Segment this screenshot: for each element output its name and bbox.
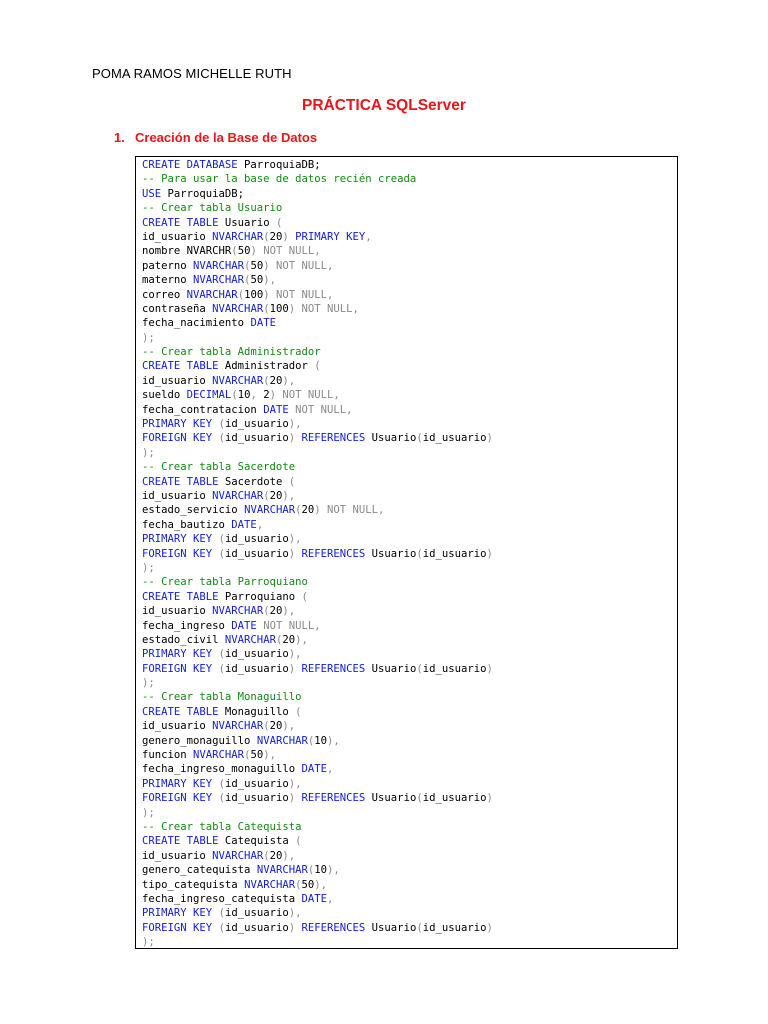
code-token: ( [218, 907, 225, 920]
code-token: NOT NULL, [327, 504, 385, 517]
sql-keyword: REFERENCES [301, 792, 366, 805]
code-line [142, 216, 673, 230]
code-line [142, 489, 673, 503]
code-token: ), [288, 648, 302, 661]
code-line [142, 863, 673, 877]
code-token: ( [263, 849, 270, 862]
code-token: id_usuario [224, 777, 289, 790]
code-token: id_usuario [422, 547, 487, 560]
sql-comment: -- Crear tabla Catequista [142, 820, 302, 833]
sql-keyword: PRIMARY KEY [142, 907, 213, 920]
code-token: ), [314, 878, 328, 891]
code-token: NOT NULL, [282, 389, 340, 402]
code-line [142, 374, 673, 388]
code-token: , [256, 518, 264, 531]
code-token: ( [416, 792, 423, 805]
code-token: 100 [269, 302, 289, 315]
sql-keyword: PRIMARY KEY [142, 533, 213, 546]
code-token: ( [263, 720, 270, 733]
code-token: id_usuario [422, 662, 487, 675]
code-line [142, 590, 673, 604]
code-line [142, 345, 673, 359]
code-token: ), [327, 734, 340, 747]
code-line [142, 547, 673, 561]
code-line [142, 762, 673, 776]
sql-comment: -- Crear tabla Administrador [142, 346, 321, 359]
code-token: ) [486, 547, 493, 560]
code-token: ); [142, 806, 155, 819]
code-token: id_usuario [224, 921, 289, 934]
code-token: ( [237, 288, 245, 301]
sql-comment: -- Crear tabla Monaguillo [142, 691, 302, 704]
code-token: NOT NULL, [301, 302, 359, 315]
sql-keyword: NVARCHAR [244, 504, 296, 517]
sql-keyword: FOREIGN KEY [142, 547, 213, 560]
code-token: Monaguillo [218, 705, 296, 718]
code-token: paterno [142, 259, 194, 272]
code-line [142, 892, 673, 906]
sql-keyword: FOREIGN KEY [142, 432, 213, 445]
code-line [142, 633, 673, 647]
code-token: id_usuario [224, 907, 289, 920]
code-token: , [326, 892, 334, 905]
code-line [142, 273, 673, 287]
code-token: ), [282, 605, 296, 618]
code-line [142, 604, 673, 618]
code-token: 50 [250, 274, 264, 287]
code-token: materno [142, 274, 194, 287]
code-token: ) [263, 259, 270, 272]
code-line [142, 921, 673, 935]
code-token: fecha_ingreso [142, 619, 232, 632]
sql-keyword: CREATE DATABASE [142, 159, 238, 171]
sql-code-block [135, 156, 678, 949]
code-line [142, 316, 673, 330]
code-line [142, 690, 673, 704]
code-line [142, 906, 673, 920]
code-token: ), [327, 864, 340, 877]
code-line [142, 158, 673, 172]
sql-keyword: NVARCHAR [212, 489, 264, 502]
section-heading [114, 130, 317, 145]
code-token: ), [288, 777, 302, 790]
sql-keyword: NVARCHAR [212, 302, 264, 315]
code-token: NOT NULL, [263, 245, 321, 258]
sql-keyword: FOREIGN KEY [142, 921, 213, 934]
code-line [142, 748, 673, 762]
code-token: 20 [269, 849, 283, 862]
code-token: ( [231, 245, 238, 258]
code-token: ) [288, 662, 296, 675]
code-token: ( [218, 921, 225, 934]
code-token: ( [218, 432, 225, 445]
code-token: ( [218, 792, 225, 805]
code-token: ), [263, 749, 276, 762]
code-token: id_usuario [224, 792, 289, 805]
code-token: id_usuario [224, 648, 289, 661]
sql-keyword: NVARCHAR [193, 274, 245, 287]
sql-keyword: NVARCHAR [212, 605, 264, 618]
code-token: ); [142, 331, 155, 344]
code-token: ( [307, 864, 315, 877]
code-line [142, 935, 673, 949]
code-token: ( [263, 230, 270, 243]
code-token: 20 [269, 374, 283, 387]
code-token: 50 [250, 259, 264, 272]
code-token: ), [295, 633, 308, 646]
code-token: ) [288, 792, 296, 805]
sql-keyword: DATE [231, 518, 257, 531]
code-token: nombre NVARCHR [142, 245, 232, 258]
code-token: id_usuario [422, 432, 487, 445]
code-token: ) [314, 504, 321, 517]
sql-comment: -- Crear tabla Parroquiano [142, 576, 308, 589]
code-line [142, 403, 673, 417]
code-token: ( [295, 878, 302, 891]
code-token: ( [288, 475, 296, 488]
code-line [142, 417, 673, 431]
code-token: Usuario [365, 662, 417, 675]
document-title: PRÁCTICA SQLServer [302, 97, 466, 114]
code-line [142, 734, 673, 748]
code-token: 20 [269, 230, 283, 243]
code-token: ); [142, 677, 155, 690]
code-token: id_usuario [142, 720, 213, 733]
code-token: ) [288, 921, 296, 934]
code-token: ( [218, 547, 225, 560]
code-token: Usuario [365, 921, 417, 934]
code-token: contraseña [142, 302, 213, 315]
sql-keyword: CREATE TABLE [142, 705, 219, 718]
code-token: ( [301, 590, 308, 603]
code-token: ); [142, 936, 155, 949]
code-token: NOT NULL, [276, 259, 334, 272]
code-token: ) [288, 432, 296, 445]
sql-keyword: CREATE TABLE [142, 360, 219, 373]
sql-keyword: DECIMAL [186, 389, 232, 402]
code-line [142, 431, 673, 445]
code-line [142, 647, 673, 661]
code-line [142, 676, 673, 690]
code-token: ( [231, 389, 238, 402]
sql-keyword: PRIMARY KEY [295, 230, 366, 243]
code-line [142, 561, 673, 575]
code-token: id_usuario [224, 533, 289, 546]
code-line [142, 791, 673, 805]
code-token: ); [142, 561, 155, 574]
sql-comment: -- Crear tabla Usuario [142, 202, 283, 215]
code-token: ( [275, 633, 283, 646]
sql-keyword: NVARCHAR [212, 230, 264, 243]
code-token: estado_servicio [142, 504, 245, 517]
code-token: Usuario [365, 792, 417, 805]
code-token: ( [244, 259, 251, 272]
code-token: 10 [314, 864, 327, 877]
code-token: id_usuario [142, 849, 213, 862]
code-token: 20 [282, 633, 296, 646]
code-token: ), [282, 489, 296, 502]
code-token: id_usuario [224, 418, 289, 431]
sql-keyword: PRIMARY KEY [142, 648, 213, 661]
sql-keyword: NVARCHAR [256, 864, 308, 877]
sql-keyword: CREATE TABLE [142, 590, 219, 603]
sql-keyword: PRIMARY KEY [142, 418, 213, 431]
code-token: ) [263, 288, 270, 301]
code-line [142, 302, 673, 316]
sql-keyword: NVARCHAR [244, 878, 296, 891]
code-token: ( [244, 749, 251, 762]
code-token: genero_catequista [142, 864, 257, 877]
code-token: sueldo [142, 389, 187, 402]
code-token: 2 [256, 389, 270, 402]
code-line [142, 878, 673, 892]
code-token: NOT NULL, [263, 619, 321, 632]
code-token: ), [263, 274, 276, 287]
code-token: ( [218, 648, 225, 661]
author-name: POMA RAMOS MICHELLE RUTH [92, 66, 292, 81]
code-token: ( [218, 662, 225, 675]
code-line [142, 460, 673, 474]
code-token: ) [486, 921, 493, 934]
code-token: ( [263, 374, 270, 387]
code-token: ( [263, 302, 270, 315]
code-token: ( [218, 777, 225, 790]
code-token: ), [282, 720, 296, 733]
code-token: ), [282, 849, 296, 862]
code-token: NOT NULL, [276, 288, 334, 301]
code-token: genero_monaguillo [142, 734, 257, 747]
code-token: fecha_bautizo [142, 518, 232, 531]
sql-keyword: USE [142, 187, 162, 200]
code-token: 10 [314, 734, 327, 747]
sql-keyword: DATE [301, 892, 327, 905]
sql-keyword: DATE [263, 403, 289, 416]
code-line [142, 705, 673, 719]
code-token: fecha_contratacion [142, 403, 264, 416]
code-token: ) [486, 662, 493, 675]
code-line [142, 172, 673, 186]
code-line [142, 820, 673, 834]
code-line [142, 503, 673, 517]
code-line [142, 244, 673, 258]
code-token: ) [288, 547, 296, 560]
sql-keyword: CREATE TABLE [142, 216, 219, 229]
code-token: Parroquiano [218, 590, 302, 603]
code-token: fecha_nacimiento [142, 317, 251, 330]
sql-keyword: DATE [250, 317, 276, 330]
code-line [142, 446, 673, 460]
code-token: id_usuario [142, 230, 213, 243]
code-token: , [250, 389, 257, 402]
code-token: 20 [269, 720, 283, 733]
code-token: , [326, 763, 334, 776]
code-token: ( [416, 547, 423, 560]
sql-keyword: FOREIGN KEY [142, 792, 213, 805]
code-token: ); [142, 446, 155, 459]
code-token: ( [263, 489, 270, 502]
code-token: ) [250, 245, 257, 258]
code-token: funcion [142, 749, 194, 762]
code-token: tipo_catequista [142, 878, 245, 891]
sql-keyword: NVARCHAR [212, 720, 264, 733]
code-token: Sacerdote [218, 475, 289, 488]
code-line [142, 187, 673, 201]
sql-comment: -- Crear tabla Sacerdote [142, 461, 296, 474]
code-token: id_usuario [142, 605, 213, 618]
sql-keyword: NVARCHAR [186, 288, 238, 301]
code-token: ( [263, 605, 270, 618]
code-token: ( [416, 662, 423, 675]
code-token: id_usuario [224, 547, 289, 560]
code-line [142, 719, 673, 733]
code-line [142, 619, 673, 633]
code-token: ) [288, 302, 296, 315]
sql-keyword: CREATE TABLE [142, 835, 219, 848]
code-token: id_usuario [224, 662, 289, 675]
code-token: fecha_ingreso_catequista [142, 892, 302, 905]
sql-keyword: NVARCHAR [193, 749, 245, 762]
code-line [142, 201, 673, 215]
code-line [142, 388, 673, 402]
code-token: fecha_ingreso_monaguillo [142, 763, 302, 776]
code-token: ( [295, 705, 302, 718]
code-token: ( [295, 504, 302, 517]
code-token: Administrador [218, 360, 315, 373]
sql-keyword: FOREIGN KEY [142, 662, 213, 675]
sql-keyword: DATE [301, 763, 327, 776]
sql-keyword: REFERENCES [301, 921, 366, 934]
section-label: Creación de la Base de Datos [135, 130, 318, 145]
code-token: ), [282, 374, 296, 387]
code-token: id_usuario [422, 921, 487, 934]
code-token: ) [269, 389, 277, 402]
code-token: ( [314, 360, 321, 373]
code-token: ), [288, 418, 302, 431]
code-token: ( [416, 432, 423, 445]
code-line [142, 777, 673, 791]
sql-keyword: CREATE TABLE [142, 475, 219, 488]
sql-keyword: REFERENCES [301, 662, 366, 675]
code-line [142, 475, 673, 489]
code-token: , [365, 230, 372, 243]
sql-keyword: NVARCHAR [256, 734, 308, 747]
code-line [142, 662, 673, 676]
code-token: 20 [269, 489, 283, 502]
code-token: ) [282, 230, 289, 243]
code-token: 100 [244, 288, 264, 301]
code-line [142, 834, 673, 848]
code-token: ( [275, 216, 283, 229]
code-line [142, 359, 673, 373]
code-line [142, 575, 673, 589]
code-token: 10 [237, 389, 251, 402]
code-token: ) [486, 432, 493, 445]
code-token: correo [142, 288, 187, 301]
code-token: ( [218, 533, 225, 546]
section-number: 1. [114, 130, 125, 145]
code-token: ParroquiaDB; [237, 159, 321, 171]
sql-keyword: NVARCHAR [193, 259, 245, 272]
code-token: 20 [269, 605, 283, 618]
code-token: Usuario [365, 432, 417, 445]
code-token: ( [416, 921, 423, 934]
sql-keyword: NVARCHAR [212, 849, 264, 862]
code-token: ) [486, 792, 493, 805]
code-token: Usuario [218, 216, 276, 229]
code-line [142, 259, 673, 273]
sql-code [142, 158, 673, 949]
code-token: id_usuario [422, 792, 487, 805]
code-line [142, 518, 673, 532]
code-token: 50 [250, 749, 264, 762]
sql-keyword: NVARCHAR [212, 374, 264, 387]
code-token: id_usuario [224, 432, 289, 445]
code-token: id_usuario [142, 489, 213, 502]
sql-keyword: REFERENCES [301, 547, 366, 560]
code-token: NOT NULL, [295, 403, 353, 416]
code-token: ( [307, 734, 315, 747]
code-token: Usuario [365, 547, 417, 560]
code-token: 50 [301, 878, 315, 891]
sql-keyword: NVARCHAR [224, 633, 276, 646]
sql-keyword: PRIMARY KEY [142, 777, 213, 790]
code-token: Catequista [218, 835, 296, 848]
code-token: ( [295, 835, 302, 848]
code-token: ( [218, 418, 225, 431]
code-line [142, 230, 673, 244]
code-token: ( [244, 274, 251, 287]
code-token: id_usuario [142, 374, 213, 387]
code-token: ), [288, 533, 302, 546]
code-token: 50 [237, 245, 251, 258]
code-line [142, 806, 673, 820]
code-line [142, 288, 673, 302]
sql-comment: -- Para usar la base de datos recién creada [142, 173, 417, 186]
code-token: ParroquiaDB; [161, 187, 245, 200]
code-line [142, 532, 673, 546]
code-line [142, 849, 673, 863]
code-line [142, 331, 673, 345]
sql-keyword: REFERENCES [301, 432, 366, 445]
code-token: estado_civil [142, 633, 225, 646]
code-token: ), [288, 907, 302, 920]
code-token: 20 [301, 504, 315, 517]
sql-keyword: DATE [231, 619, 257, 632]
